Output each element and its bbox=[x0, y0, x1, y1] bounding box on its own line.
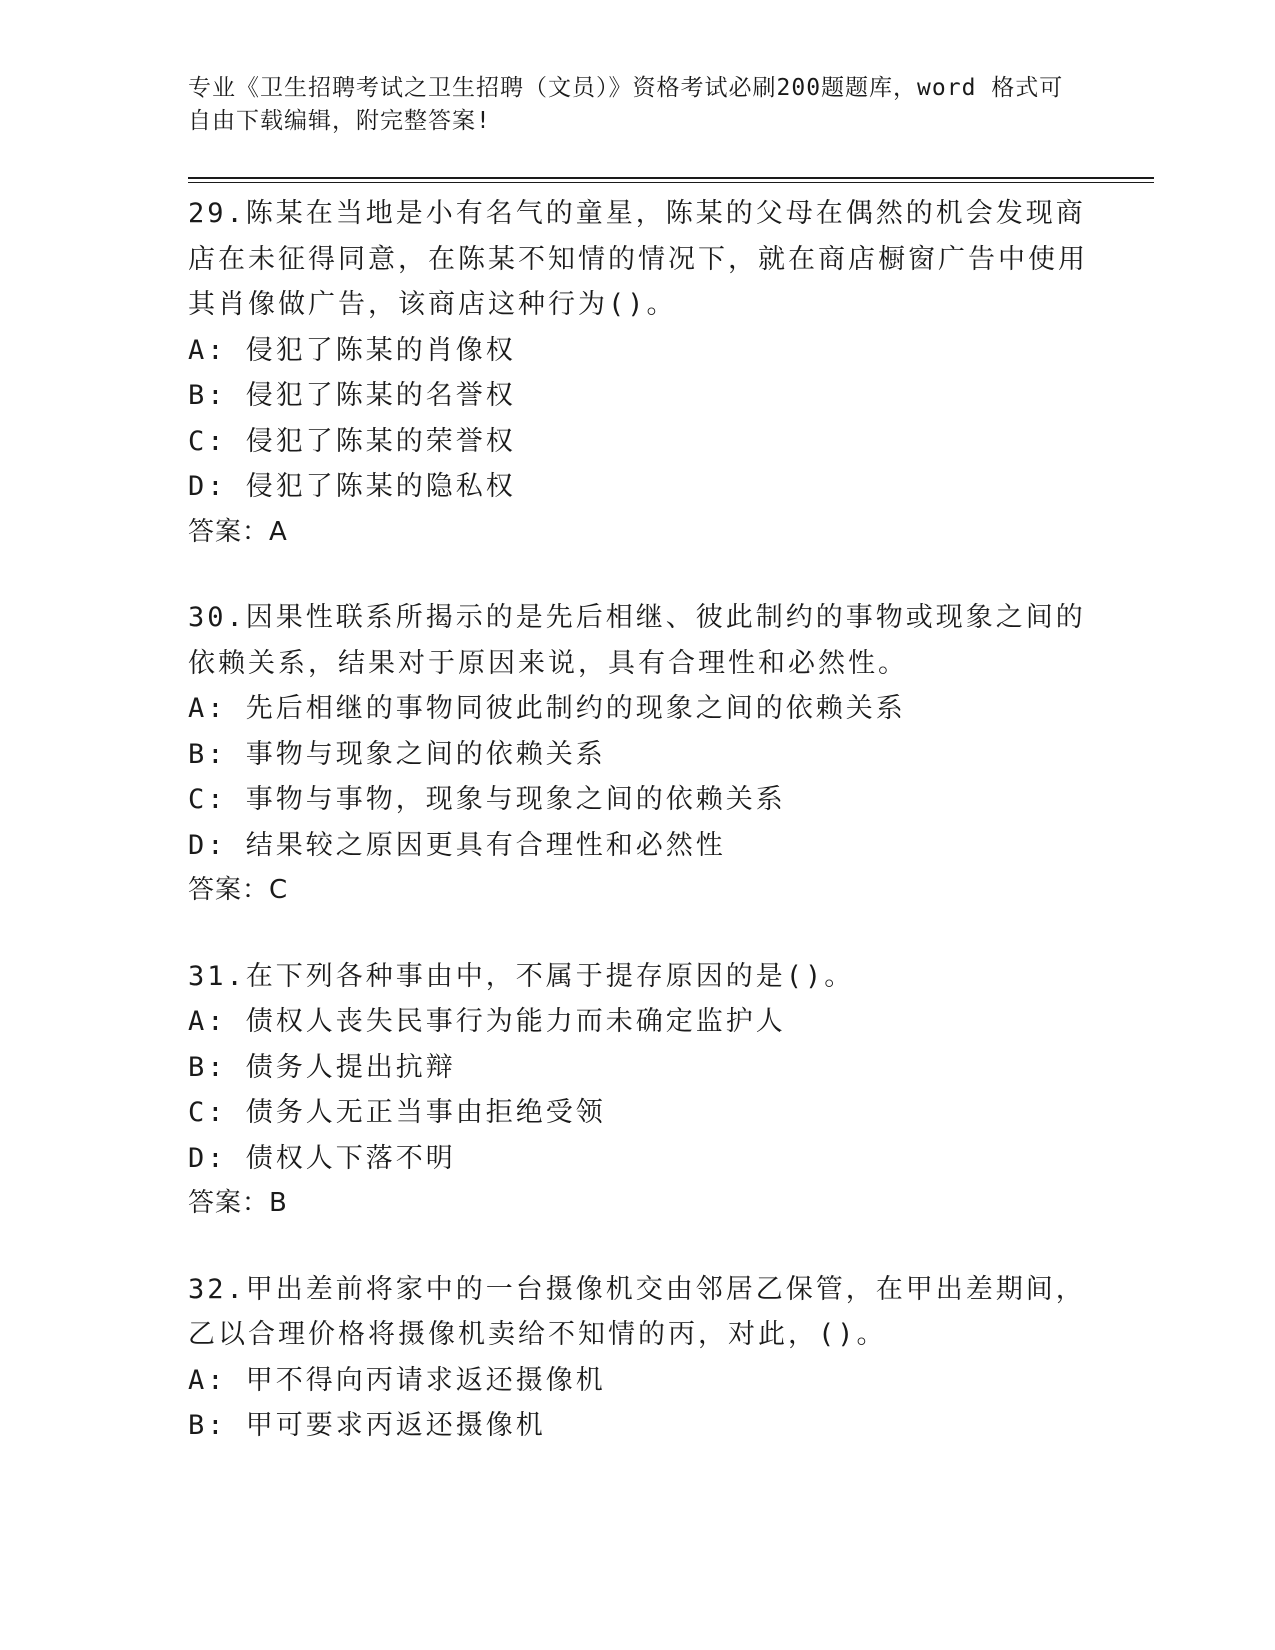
header-divider-thick bbox=[188, 177, 1154, 179]
option-a: A: 先后相继的事物同彼此制约的现象之间的依赖关系 bbox=[188, 693, 906, 724]
option-a: A: 甲不得向丙请求返还摄像机 bbox=[188, 1364, 606, 1396]
option-d: D: 侵犯了陈某的隐私权 bbox=[188, 471, 516, 502]
option-b: B: 事物与现象之间的依赖关系 bbox=[188, 738, 606, 770]
question-29 bbox=[188, 191, 1088, 555]
option-c: C: 事物与事物，现象与现象之间的依赖关系 bbox=[188, 784, 786, 815]
document-header: 专业《卫生招聘考试之卫生招聘（文员）》资格考试必刷200题题库，word 格式可自由下载编辑，附完整答案! bbox=[188, 75, 1064, 134]
question-stem: 29.陈某在当地是小有名气的童星，陈某的父母在偶然的机会发现商店在未征得同意，在陈某不知情的情况下，就在商店橱窗广告中使用其肖像做广告，该商店这种行为()。 bbox=[188, 198, 1088, 320]
option-b: B: 侵犯了陈某的名誉权 bbox=[188, 380, 516, 411]
option-d: D: 结果较之原因更具有合理性和必然性 bbox=[188, 829, 726, 861]
option-b: B: 甲可要求丙返还摄像机 bbox=[188, 1410, 546, 1441]
option-d: D: 债权人下落不明 bbox=[188, 1142, 456, 1174]
option-b: B: 债务人提出抗辩 bbox=[188, 1051, 456, 1083]
question-32 bbox=[188, 1267, 1088, 1449]
question-stem: 31.在下列各种事由中，不属于提存原因的是()。 bbox=[188, 960, 855, 992]
answer-line: 答案：A bbox=[188, 516, 288, 547]
header-divider-thin bbox=[188, 182, 1154, 183]
answer-line: 答案：B bbox=[188, 1188, 288, 1218]
option-c: C: 侵犯了陈某的荣誉权 bbox=[188, 425, 516, 457]
question-31 bbox=[188, 954, 1088, 1227]
option-c: C: 债务人无正当事由拒绝受领 bbox=[188, 1097, 606, 1128]
question-stem: 32.甲出差前将家中的一台摄像机交由邻居乙保管，在甲出差期间，乙以合理价格将摄像机卖给不知情的丙，对此，()。 bbox=[188, 1273, 1086, 1350]
question-stem: 30.因果性联系所揭示的是先后相继、彼此制约的事物或现象之间的依赖关系，结果对于原因来说，具有合理性和必然性。 bbox=[188, 602, 1086, 679]
question-30 bbox=[188, 595, 1088, 914]
option-a: A: 债权人丧失民事行为能力而未确定监护人 bbox=[188, 1006, 786, 1037]
question-list bbox=[188, 191, 1088, 1489]
answer-line: 答案：C bbox=[188, 875, 289, 905]
option-a: A: 侵犯了陈某的肖像权 bbox=[188, 334, 516, 366]
